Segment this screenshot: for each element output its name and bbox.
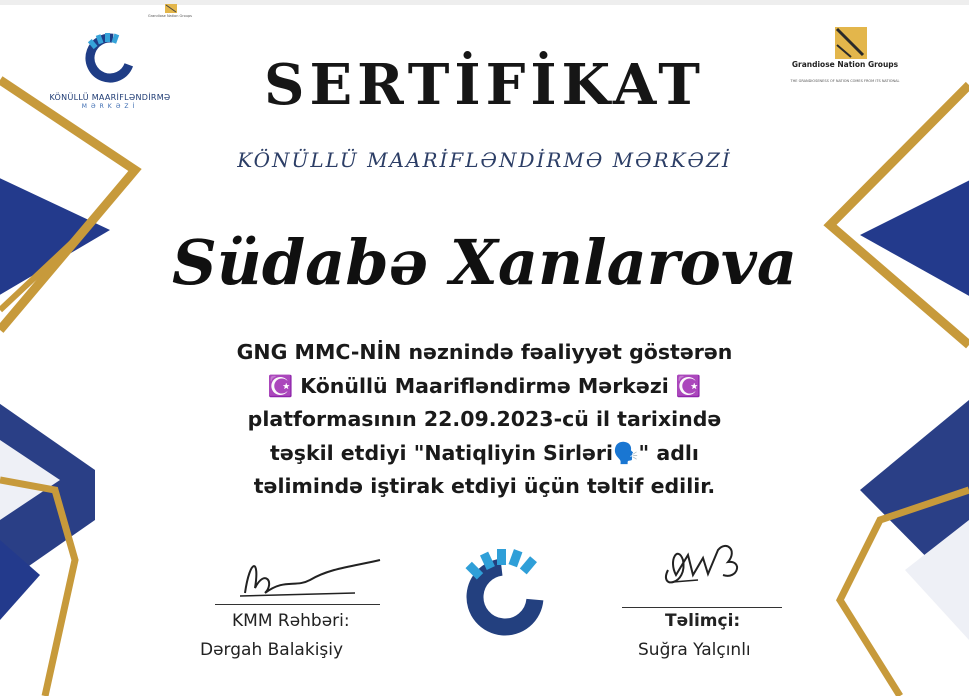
recipient-name: Südabə Xanlarova (171, 226, 798, 299)
kmm-logo-name: KÖNÜLLÜ MAARİFLƏNDİRMƏ (49, 93, 171, 102)
left-signature-icon (235, 548, 385, 603)
body-line-2: ☪️ Könüllü Maarifləndirmə Mərkəzi ☪️ (267, 373, 702, 398)
body-line-4: təşkil etdiyi "Natiqliyin Sirləri🗣️" adlı (270, 440, 699, 465)
certificate-title: SERTİFİKAT (264, 52, 705, 118)
body-line-5: təlimində iştirak etdiyi üçün təltif edilir. (253, 474, 716, 498)
right-signer-title: Təlimçi: (665, 611, 741, 631)
body-line-1: GNG MMC-NİN nəznində fəaliyyət göstərən (236, 340, 733, 364)
body-line-3: platformasının 22.09.2023-cü il tarixində (247, 407, 722, 431)
right-signature-icon (648, 530, 758, 600)
certificate-body (150, 336, 819, 504)
certificate-subtitle: KÖNÜLLÜ MAARİFLƏNDİRMƏ MƏRKƏZİ (237, 148, 732, 172)
gng-logo-name: Grandiose Nation Groups (791, 60, 899, 69)
left-signature-line (215, 604, 380, 605)
top-border-line (0, 0, 969, 5)
left-signer-name: Dərgah Balakişiy (200, 640, 344, 660)
gng-logo-tagline: THE GRANDIOSENESS OF NATION COMES FROM ITS NATIONAL (790, 79, 900, 83)
center-kmm-emblem-icon (458, 545, 553, 640)
kmm-logo-subname: MƏRKƏZİ (81, 103, 139, 110)
left-signer-title: KMM Rəhbəri: (232, 611, 350, 631)
right-signer-name: Suğra Yalçınlı (638, 640, 751, 660)
top-small-logo-text: Grandiose Nation Groups (148, 14, 192, 18)
right-signature-line (622, 607, 782, 608)
